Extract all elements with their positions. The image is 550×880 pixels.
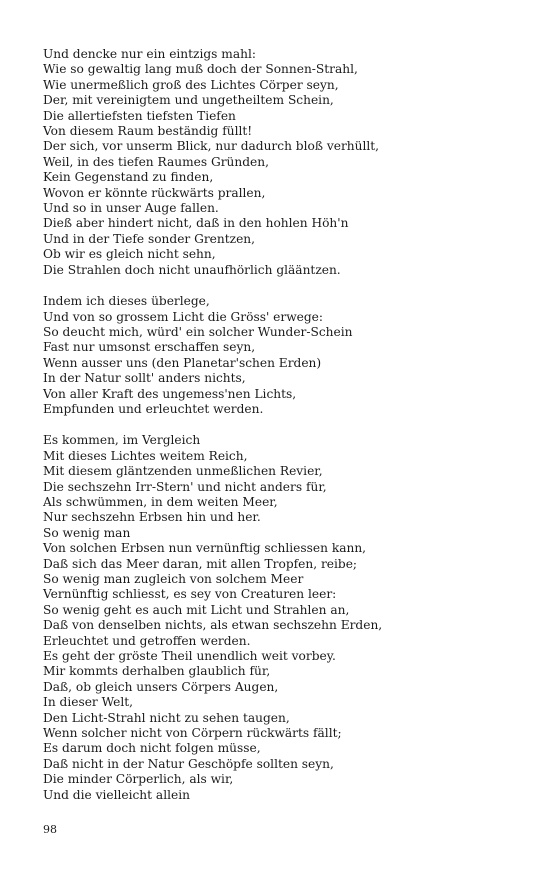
verse-line: Wie unermeßlich groß des Lichtes Cörper seyn, [43, 77, 339, 92]
verse-line: Wenn ausser uns (den Planetar'schen Erden) [43, 355, 322, 370]
verse-line: Und so in unser Auge fallen. [43, 201, 219, 216]
verse-line: Von solchen Erbsen nun vernünftig schliessen kann, [43, 541, 367, 556]
verse-line: Es kommen, im Vergleich [43, 433, 201, 448]
verse-line: Indem ich dieses überlege, [43, 294, 210, 309]
verse-line: Erleuchtet und getroffen werden. [43, 633, 251, 648]
verse-line: Wie so gewaltig lang muß doch der Sonnen-Strahl, [43, 62, 358, 77]
verse-line: Und dencke nur ein eintzigs mahl: [43, 47, 256, 61]
verse-line: Daß von denselben nichts, als etwan sechszehn Erden, [43, 618, 383, 633]
verse-line: Es geht der gröste Theil unendlich weit vorbey. [43, 649, 336, 664]
verse-line: So deucht mich, würd' ein solcher Wunder-Schein [43, 324, 353, 339]
verse-line: Weil, in des tiefen Raumes Gründen, [43, 154, 269, 169]
verse-line: Fast nur umsonst erschaffen seyn, [43, 340, 256, 355]
verse-line: Die sechszehn Irr-Stern' und nicht anders für, [43, 479, 327, 494]
verse-line: So wenig man [43, 525, 131, 540]
verse-line: Dieß aber hindert nicht, daß in den hohlen Höh'n [43, 216, 349, 231]
verse-line: So wenig man zugleich von solchem Meer [43, 572, 304, 586]
verse-line: So wenig geht es auch mit Licht und Strahlen an, [43, 602, 350, 617]
stanza [43, 47, 513, 278]
verse-line: Ob wir es gleich nicht sehn, [43, 247, 216, 262]
verse-line: Den Licht-Strahl nicht zu sehen taugen, [43, 710, 290, 725]
verse-line: Wovon er könnte rückwärts prallen, [43, 185, 266, 200]
verse-line: Mit diesem gläntzenden unmeßlichen Revier, [43, 464, 323, 479]
poem-text [43, 47, 513, 819]
verse-line: Und von so grossem Licht die Gröss' erwege: [43, 309, 323, 324]
verse-line: Die Strahlen doch nicht unaufhörlich glääntzen. [43, 262, 341, 277]
verse-line: Wenn solcher nicht von Cörpern rückwärts fällt; [43, 726, 342, 741]
verse-line: Mir kommts derhalben glaublich für, [43, 664, 271, 679]
stanza [43, 433, 513, 803]
stanza [43, 294, 513, 417]
verse-line: Die allertiefsten tiefsten Tiefen [43, 108, 236, 123]
verse-line: Mit dieses Lichtes weitem Reich, [43, 448, 248, 463]
verse-line: Es darum doch nicht folgen müsse, [43, 741, 261, 756]
page-number: 98 [43, 823, 57, 836]
verse-line: Die minder Cörperlich, als wir, [43, 772, 234, 787]
verse-line: Nur sechszehn Erbsen hin und her. [43, 510, 261, 525]
verse-line: Empfunden und erleuchtet werden. [43, 401, 264, 416]
verse-line: Und in der Tiefe sonder Grentzen, [43, 231, 256, 246]
verse-line: Daß, ob gleich unsers Cörpers Augen, [43, 679, 279, 694]
verse-line: Daß sich das Meer daran, mit allen Tropfen, reibe; [43, 556, 358, 571]
verse-line: In der Natur sollt' anders nichts, [43, 371, 246, 386]
verse-line: Vernünftig schliesst, es sey von Creaturen leer: [43, 587, 337, 602]
verse-line: Kein Gegenstand zu finden, [43, 170, 214, 185]
verse-line: Der, mit vereinigtem und ungetheiltem Schein, [43, 93, 334, 108]
verse-line: In dieser Welt, [43, 695, 134, 710]
verse-line: Als schwümmen, in dem weiten Meer, [43, 494, 278, 509]
verse-line: Daß nicht in der Natur Geschöpfe sollten seyn, [43, 756, 334, 771]
verse-line: Und die vielleicht allein [43, 787, 190, 802]
verse-line: Von diesem Raum beständig füllt! [43, 124, 253, 139]
verse-line: Von aller Kraft des ungemess'nen Lichts, [43, 386, 297, 401]
verse-line: Der sich, vor unserm Blick, nur dadurch bloß verhüllt, [43, 139, 380, 154]
